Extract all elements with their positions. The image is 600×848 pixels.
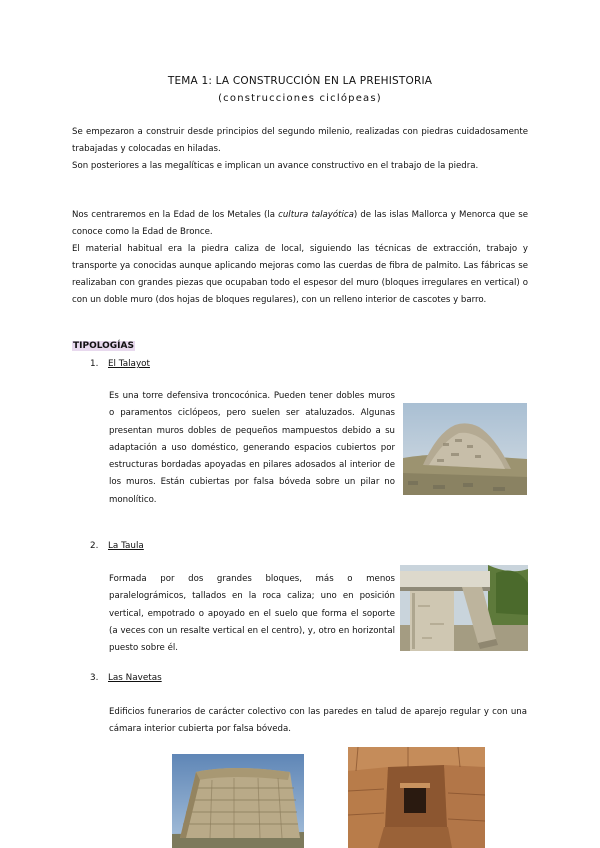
navetas-description: Edificios funerarios de carácter colectivo con las paredes en talud de aparejo regular y con una cámara interior cubierta por falsa bóveda. xyxy=(109,707,527,734)
list-item-taula xyxy=(90,541,144,551)
list-item-talayot xyxy=(90,359,150,369)
talayot-photo xyxy=(403,403,527,495)
page-title: TEMA 1: LA CONSTRUCCIÓN EN LA PREHISTORIA xyxy=(167,75,433,87)
list-label: La Taula xyxy=(108,541,144,551)
intro-paragraph-2: Son posteriores a las megalíticas e implican un avance constructivo en el trabajo de la piedra. xyxy=(72,161,479,171)
list-label: Las Navetas xyxy=(108,673,162,683)
naveta-interior-photo xyxy=(348,747,485,848)
intro-paragraph-3-start: Nos centraremos en la Edad de los Metales (la xyxy=(72,210,279,220)
taula-photo xyxy=(400,565,528,651)
taula-description: Formada por dos grandes bloques, más o menos paralelográmicos, tallados en la roca caliza; uno en posición vertical, empotrado o apoyado en el suelo que forma el soporte (a veces con un resalte vertical en el centro), y, otro en horizontal puesto sobre él. xyxy=(109,574,395,654)
list-number: 3. xyxy=(90,673,99,683)
list-number: 2. xyxy=(90,541,99,551)
intro-paragraph-3 xyxy=(72,207,528,241)
intro-paragraph-4: El material habitual era la piedra caliza de local, siguiendo las técnicas de extracción, trabajo y transporte ya conocidas aunque aplicando mejoras como las cuerdas de fibra de palmito. Las fábricas se realizaban con grandes piezas que ocupaban todo el espesor del muro (bloques irregulares en vertical) o con un doble muro (dos hojas de bloques regulares), con un relleno interior de cascotes y barro. xyxy=(72,244,528,305)
intro-paragraph-1: Se empezaron a construir desde principios del segundo milenio, realizadas con piedras cuidadosamente trabajadas y colocadas en hiladas. xyxy=(72,127,528,154)
intro-paragraph-3-italic: cultura talayótica xyxy=(278,210,354,220)
talayot-description: Es una torre defensiva troncocónica. Pueden tener dobles muros o paramentos ciclópeos, pero suelen ser ataluzados. Algunas presentan muros dobles de pequeños mampuestos debido a su adaptación a uso doméstico, generando espacios cubiertos por estructuras bordadas apoyadas en pilares adosados al interior de los muros. Están cubiertas por falsa bóveda sobre un pilar no monolítico. xyxy=(109,391,395,505)
list-label: El Talayot xyxy=(108,359,150,369)
typologies-heading: TIPOLOGÍAS xyxy=(73,341,134,351)
list-item-navetas xyxy=(90,673,162,683)
naveta-exterior-photo xyxy=(172,754,304,848)
intro-paragraph-3-end: ) de las islas Mallorca y Menorca que se conoce como la Edad de Bronce. xyxy=(72,210,528,237)
list-number: 1. xyxy=(90,359,99,369)
page-subtitle: (construcciones ciclópeas) xyxy=(218,93,382,104)
